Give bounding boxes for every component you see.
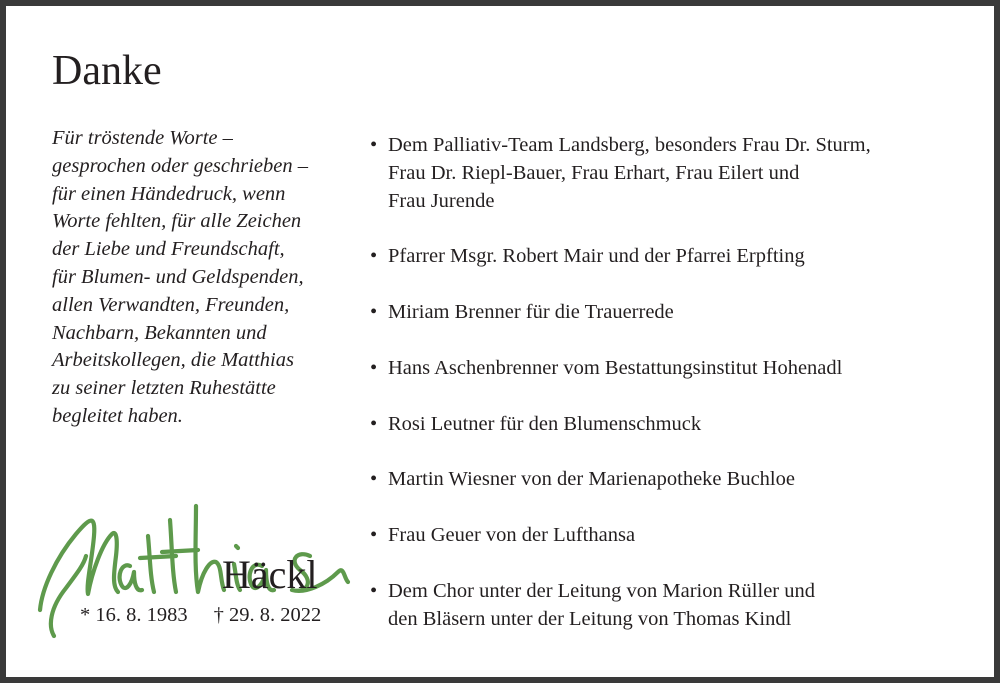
poem-line: Arbeitskollegen, die Matthias	[52, 349, 294, 372]
poem-line: begleitet haben.	[52, 404, 183, 427]
bullet-icon: •	[370, 468, 378, 490]
bullet-icon: •	[370, 357, 378, 379]
list-item	[370, 298, 674, 326]
list-item	[370, 465, 795, 493]
list-item	[370, 354, 842, 382]
poem-line: Nachbarn, Bekannten und	[52, 321, 267, 344]
bullet-icon: •	[370, 413, 378, 435]
poem-line: für einen Händedruck, wenn	[52, 182, 286, 205]
list-item-line: Rosi Leutner für den Blumenschmuck	[388, 413, 702, 435]
poem-line: für Blumen- und Geldspenden,	[52, 265, 304, 288]
list-item-line: Dem Chor unter der Leitung von Marion Rüller und	[388, 580, 815, 602]
poem-line: Worte fehlten, für alle Zeichen	[52, 210, 302, 233]
list-item-line: Dem Palliativ-Team Landsberg, besonders Frau Dr. Sturm,	[388, 134, 871, 156]
poem-line: Für tröstende Worte –	[52, 127, 233, 149]
bullet-icon: •	[370, 524, 378, 546]
bullet-icon: •	[370, 134, 378, 156]
list-item-line: Pfarrer Msgr. Robert Mair und der Pfarrei Erpfting	[388, 245, 805, 267]
bullet-icon: •	[370, 580, 378, 602]
list-item-line: Martin Wiesner von der Marienapotheke Buchloe	[388, 468, 795, 490]
poem-line: der Liebe und Freundschaft,	[52, 238, 285, 261]
list-item-line: Frau Geuer von der Lufthansa	[388, 524, 636, 546]
poem-line: gesprochen oder geschrieben –	[52, 154, 308, 177]
list-item-line: Miriam Brenner für die Trauerrede	[388, 301, 674, 323]
bullet-icon: •	[370, 245, 378, 267]
list-item	[370, 521, 635, 549]
deceased-surname: Häckl	[222, 552, 318, 597]
list-item	[370, 131, 871, 215]
life-dates	[80, 605, 321, 626]
list-item	[370, 577, 815, 633]
birth-date: * 16. 8. 1983	[80, 604, 188, 626]
thanks-poem	[52, 125, 362, 431]
poem-line: allen Verwandten, Freunden,	[52, 293, 290, 316]
list-item-line: den Bläsern unter der Leitung von Thomas Kindl	[388, 608, 792, 630]
thanks-list	[370, 0, 960, 683]
bullet-icon: •	[370, 301, 378, 323]
list-item-line: Hans Aschenbrenner vom Bestattungsinstitut Hohenadl	[388, 357, 843, 379]
list-item-line: Frau Dr. Riepl-Bauer, Frau Erhart, Frau Eilert und	[388, 162, 800, 184]
death-date: † 29. 8. 2022	[213, 604, 322, 626]
page-title: Danke	[52, 48, 162, 94]
list-item	[370, 242, 805, 270]
list-item-line: Frau Jurende	[388, 190, 495, 212]
poem-line: zu seiner letzten Ruhestätte	[52, 377, 276, 400]
list-item	[370, 410, 701, 438]
